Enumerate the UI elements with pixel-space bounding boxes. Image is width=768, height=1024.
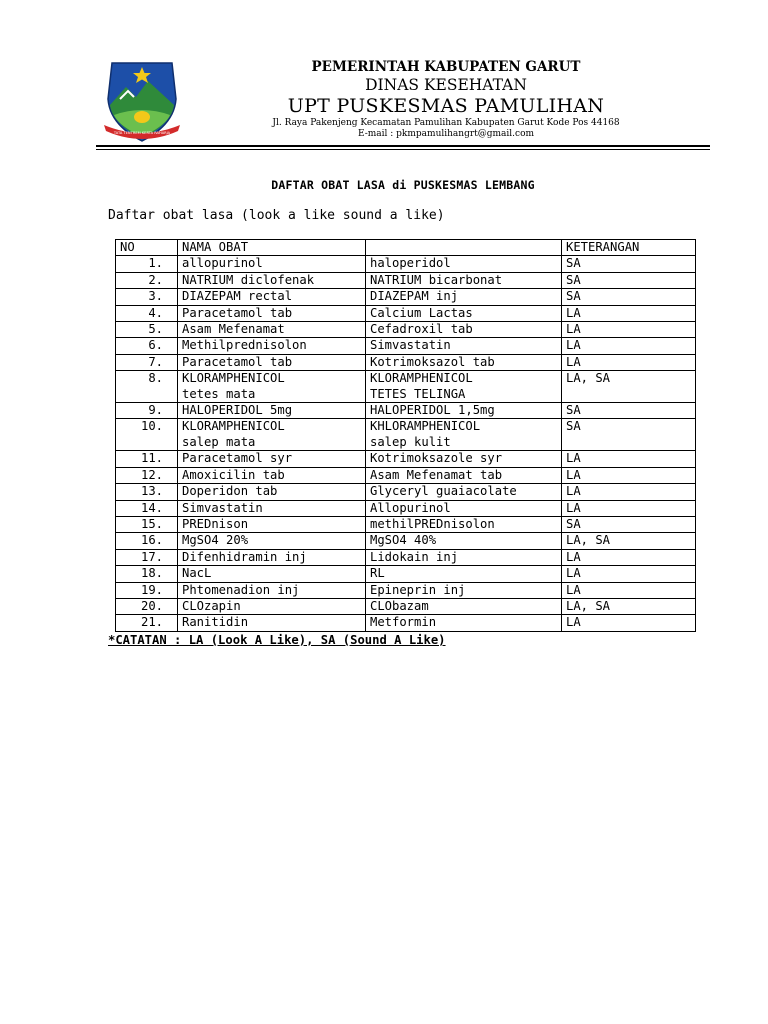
lasa-category: LA (562, 451, 696, 467)
drug-name-pair (366, 566, 562, 582)
drug-name-line: DIAZEPAM rectal (182, 289, 293, 304)
drug-name (178, 566, 366, 582)
lasa-category: LA (562, 338, 696, 354)
table-row (116, 305, 696, 321)
table-row (116, 256, 696, 272)
table-row (116, 289, 696, 305)
drug-name-line: KLORAMPHENICOL (370, 371, 473, 386)
drug-name (178, 467, 366, 483)
drug-name (178, 500, 366, 516)
drug-name-line: NATRIUM diclofenak (182, 272, 315, 287)
drug-name-pair (366, 256, 562, 272)
drug-name-line: CLOzapin (182, 598, 241, 613)
drug-name-line: KHLORAMPHENICOL (370, 419, 481, 434)
drug-name (178, 451, 366, 467)
svg-text:TATA TENTREM KERTA RAHARJA: TATA TENTREM KERTA RAHARJA (113, 131, 171, 135)
table-row (116, 500, 696, 516)
table-row (116, 598, 696, 614)
lasa-category: LA (562, 566, 696, 582)
lasa-category: SA (562, 403, 696, 419)
drug-name-line: Amoxicilin tab (182, 467, 285, 482)
drug-name-line: Asam Mefenamat tab (370, 467, 503, 482)
drug-name-pair (366, 549, 562, 565)
drug-name-line: Difenhidramin inj (182, 549, 307, 564)
garut-regency-emblem-icon (102, 59, 182, 143)
footnote: *CATATAN : LA (Look A Like), SA (Sound A Like) (108, 633, 446, 647)
institution-address: Jl. Raya Pakenjeng Kecamatan Pamulihan Kabupaten Garut Kode Pos 44168 (272, 118, 620, 128)
drug-name-line: Glyceryl guaiacolate (370, 484, 517, 499)
lasa-category: SA (562, 256, 696, 272)
drug-name-line: Asam Mefenamat (182, 322, 285, 337)
drug-name-line: salep kulit (370, 434, 451, 449)
row-number: 18. (116, 566, 178, 582)
drug-name-line: Calcium Lactas (370, 305, 473, 320)
lasa-category: LA (562, 354, 696, 370)
drug-name-line: Kotrimoksazole syr (370, 451, 503, 466)
lasa-category: SA (562, 419, 696, 451)
table-row (116, 272, 696, 288)
drug-name-line: Doperidon tab (182, 484, 278, 499)
lasa-category: SA (562, 272, 696, 288)
table-row (116, 516, 696, 532)
table-row (116, 322, 696, 338)
drug-name-pair (366, 419, 562, 451)
drug-name-line: Kotrimoksazol tab (370, 354, 495, 369)
department-name: DINAS KESEHATAN (365, 76, 527, 94)
document-title: DAFTAR OBAT LASA di PUSKESMAS LEMBANG (271, 178, 535, 192)
drug-name-pair (366, 371, 562, 403)
row-number: 10. (116, 419, 178, 451)
drug-name-line: DIAZEPAM inj (370, 289, 459, 304)
drug-name-line: CLObazam (370, 598, 429, 613)
row-number: 15. (116, 516, 178, 532)
drug-name (178, 354, 366, 370)
table-row (116, 566, 696, 582)
drug-name (178, 582, 366, 598)
header-no: NO (116, 240, 178, 256)
row-number: 17. (116, 549, 178, 565)
row-number: 16. (116, 533, 178, 549)
drug-name-line: tetes mata (182, 386, 256, 401)
drug-name-line: Cefadroxil tab (370, 322, 473, 337)
lasa-category: LA (562, 549, 696, 565)
drug-name-pair (366, 467, 562, 483)
drug-name-line: Phtomenadion inj (182, 582, 300, 597)
drug-name-pair (366, 516, 562, 532)
row-number: 8. (116, 371, 178, 403)
lasa-category: LA (562, 615, 696, 631)
drug-name-line: Metformin (370, 615, 437, 630)
lasa-drug-table (115, 239, 696, 632)
drug-name-line: Simvastatin (182, 500, 263, 515)
row-number: 3. (116, 289, 178, 305)
drug-name-line: NacL (182, 566, 212, 581)
table-header-row (116, 240, 696, 256)
drug-name (178, 615, 366, 631)
row-number: 6. (116, 338, 178, 354)
drug-name-line: Epineprin inj (370, 582, 466, 597)
table-row (116, 467, 696, 483)
drug-name-line: salep mata (182, 434, 256, 449)
drug-name (178, 338, 366, 354)
government-name: PEMERINTAH KABUPATEN GARUT (311, 59, 581, 75)
table-row (116, 403, 696, 419)
drug-name-line: Allopurinol (370, 500, 451, 515)
drug-name-pair (366, 403, 562, 419)
drug-name-pair (366, 484, 562, 500)
drug-name-line: HALOPERIDOL 1,5mg (370, 403, 495, 418)
drug-name-pair (366, 615, 562, 631)
drug-name-pair (366, 322, 562, 338)
drug-name-line: PREDnison (182, 516, 249, 531)
drug-name-line: Paracetamol tab (182, 305, 293, 320)
row-number: 1. (116, 256, 178, 272)
row-number: 14. (116, 500, 178, 516)
drug-name-pair (366, 272, 562, 288)
lasa-category: LA, SA (562, 533, 696, 549)
drug-name (178, 256, 366, 272)
drug-name-line: Ranitidin (182, 615, 249, 630)
drug-name-pair (366, 289, 562, 305)
table-body (116, 256, 696, 631)
row-number: 13. (116, 484, 178, 500)
drug-name-line: NATRIUM bicarbonat (370, 272, 503, 287)
row-number: 5. (116, 322, 178, 338)
drug-name-pair (366, 338, 562, 354)
table-row (116, 533, 696, 549)
lasa-category: SA (562, 516, 696, 532)
row-number: 20. (116, 598, 178, 614)
drug-name-line: Methilprednisolon (182, 338, 307, 353)
drug-name-line: haloperidol (370, 256, 451, 271)
row-number: 2. (116, 272, 178, 288)
drug-name-pair (366, 533, 562, 549)
drug-name-line: KLORAMPHENICOL (182, 371, 285, 386)
table-row (116, 451, 696, 467)
drug-name-pair (366, 354, 562, 370)
lasa-category: LA, SA (562, 598, 696, 614)
drug-name (178, 371, 366, 403)
table-row (116, 371, 696, 403)
lasa-category: LA (562, 467, 696, 483)
table-row (116, 354, 696, 370)
row-number: 11. (116, 451, 178, 467)
row-number: 7. (116, 354, 178, 370)
drug-name-line: MgSO4 40% (370, 533, 437, 548)
lasa-category: LA (562, 322, 696, 338)
row-number: 9. (116, 403, 178, 419)
header-drug-name-pair (366, 240, 562, 256)
letterhead-text (182, 59, 710, 140)
letterhead (96, 56, 710, 148)
row-number: 12. (116, 467, 178, 483)
drug-name-line: RL (370, 566, 385, 581)
table-row (116, 549, 696, 565)
intro-text: Daftar obat lasa (look a like sound a like) (108, 208, 445, 223)
table-row (116, 338, 696, 354)
drug-name-line: Paracetamol syr (182, 451, 293, 466)
drug-name (178, 533, 366, 549)
drug-name-pair (366, 305, 562, 321)
row-number: 4. (116, 305, 178, 321)
drug-name-line: Simvastatin (370, 338, 451, 353)
drug-name-pair (366, 500, 562, 516)
letterhead-rule-thick (96, 145, 710, 147)
lasa-category: LA (562, 582, 696, 598)
drug-name (178, 516, 366, 532)
row-number: 19. (116, 582, 178, 598)
drug-name-line: KLORAMPHENICOL (182, 419, 285, 434)
drug-name-line: MgSO4 20% (182, 533, 249, 548)
drug-name (178, 598, 366, 614)
drug-name (178, 419, 366, 451)
lasa-category: LA (562, 305, 696, 321)
header-note: KETERANGAN (562, 240, 696, 256)
lasa-category: SA (562, 289, 696, 305)
drug-name (178, 272, 366, 288)
row-number: 21. (116, 615, 178, 631)
table-row (116, 615, 696, 631)
drug-name-line: HALOPERIDOL 5mg (182, 403, 293, 418)
table-row (116, 419, 696, 451)
letterhead-rule-thin (96, 149, 710, 150)
drug-name-line: methilPREDnisolon (370, 516, 495, 531)
institution-name: UPT PUSKESMAS PAMULIHAN (287, 95, 605, 117)
drug-name-line: TETES TELINGA (370, 386, 466, 401)
header-drug-name: NAMA OBAT (178, 240, 366, 256)
drug-name (178, 289, 366, 305)
drug-name (178, 549, 366, 565)
drug-name (178, 305, 366, 321)
drug-name (178, 403, 366, 419)
lasa-category: LA, SA (562, 371, 696, 403)
institution-email: E-mail : pkmpamulihangrt@gmail.com (357, 129, 535, 139)
drug-name (178, 322, 366, 338)
table-row (116, 582, 696, 598)
drug-name-pair (366, 598, 562, 614)
lasa-category: LA (562, 484, 696, 500)
drug-name-line: Lidokain inj (370, 549, 459, 564)
drug-name-pair (366, 582, 562, 598)
table-row (116, 484, 696, 500)
drug-name-line: allopurinol (182, 256, 263, 271)
drug-name-pair (366, 451, 562, 467)
drug-name-line: Paracetamol tab (182, 354, 293, 369)
lasa-category: LA (562, 500, 696, 516)
drug-name (178, 484, 366, 500)
